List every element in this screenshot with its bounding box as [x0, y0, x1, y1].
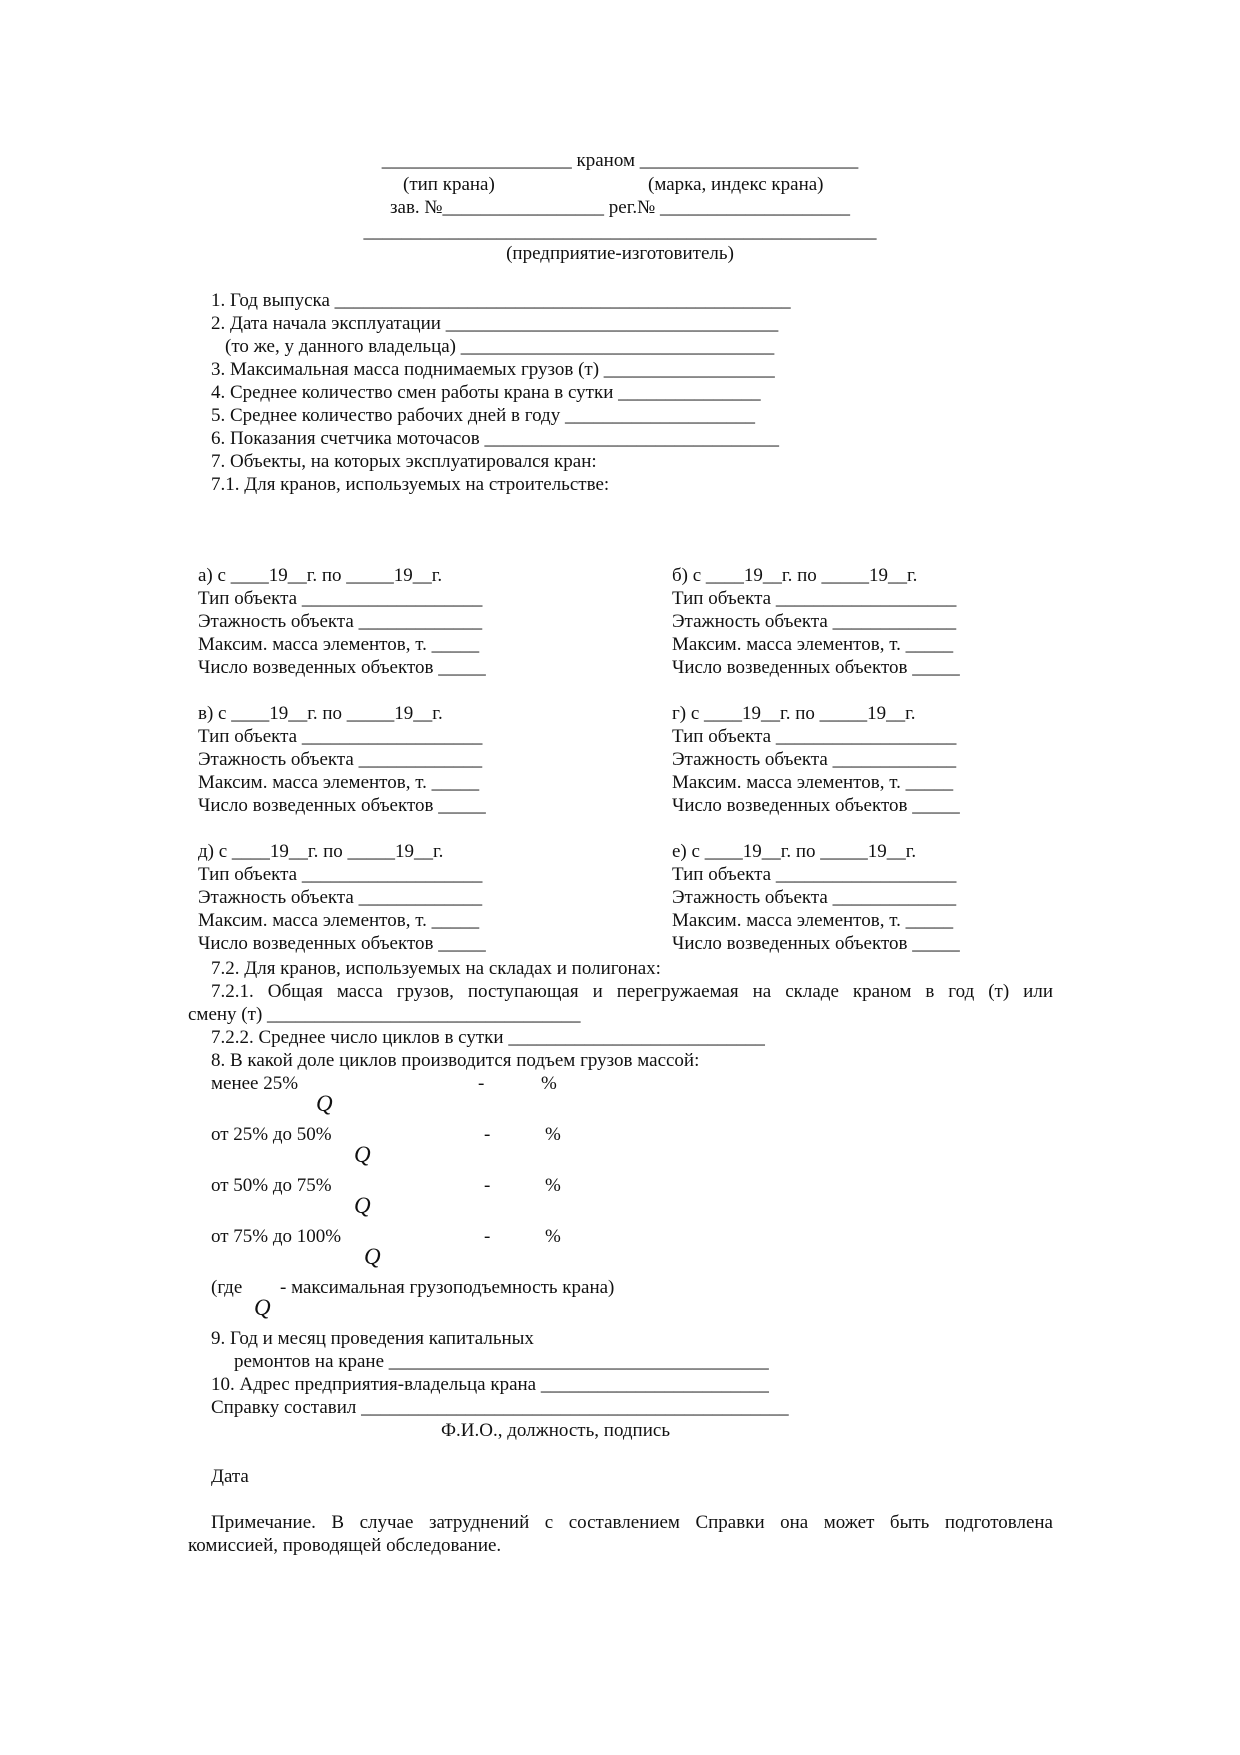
object-period: в) с ____19__г. по _____19__г.: [198, 703, 443, 724]
item-max-load: 3. Максимальная масса поднимаемых грузов (т) __________________: [211, 359, 775, 380]
item-shifts-per-day: 4. Среднее количество смен работы крана в сутки _______________: [211, 382, 761, 403]
object-floors: Этажность объекта _____________: [198, 749, 483, 770]
item-objects: 7. Объекты, на которых эксплуатировался кран:: [211, 451, 597, 472]
object-floors: Этажность объекта _____________: [672, 611, 957, 632]
date-label: Дата: [211, 1466, 249, 1487]
object-type: Тип объекта ___________________: [672, 588, 957, 609]
item-start-date: 2. Дата начала эксплуатации ___________________________________: [211, 313, 779, 334]
object-floors: Этажность объекта _____________: [198, 611, 483, 632]
item-construction: 7.1. Для кранов, используемых на строительстве:: [211, 474, 610, 495]
object-type: Тип объекта ___________________: [198, 726, 483, 747]
object-floors: Этажность объекта _____________: [198, 887, 483, 908]
note-cont: комиссией, проводящей обследование.: [188, 1535, 502, 1556]
crane-type-line: ____________________ краном _______________________: [381, 150, 859, 171]
object-count: Число возведенных объектов _____: [198, 933, 486, 954]
fraction-label: от 50% до 75%: [211, 1175, 332, 1196]
object-type: Тип объекта ___________________: [672, 726, 957, 747]
where-open: (где: [211, 1277, 243, 1298]
object-period: б) с ____19__г. по _____19__г.: [672, 565, 918, 586]
item-owner-address: 10. Адрес предприятия-владельца крана ________________________: [211, 1374, 769, 1395]
q-symbol: Q: [364, 1244, 381, 1269]
object-max-mass: Максим. масса элементов, т. _____: [672, 772, 954, 793]
q-symbol: Q: [354, 1193, 371, 1218]
q-symbol: Q: [316, 1091, 333, 1116]
warehouse-title: 7.2. Для кранов, используемых на складах и полигонах:: [211, 958, 661, 979]
fraction-label: менее 25%: [211, 1073, 299, 1094]
q-symbol: Q: [254, 1295, 271, 1320]
serial-reg-line: зав. №_________________ рег.№ ____________________: [390, 197, 850, 218]
warehouse-total-mass: 7.2.1. Общая масса грузов, поступающая и перегружаемая на складе краном в год (т) или: [211, 981, 1053, 1002]
object-type: Тип объекта ___________________: [198, 864, 483, 885]
object-max-mass: Максим. масса элементов, т. _____: [198, 634, 480, 655]
fraction-dash: -: [484, 1226, 491, 1247]
fraction-dash: -: [484, 1124, 491, 1145]
object-floors: Этажность объекта _____________: [672, 887, 957, 908]
fraction-dash: -: [484, 1175, 491, 1196]
object-type: Тип объекта ___________________: [672, 864, 957, 885]
object-count: Число возведенных объектов _____: [672, 933, 960, 954]
object-period: е) с ____19__г. по _____19__г.: [672, 841, 917, 862]
fraction-percent: %: [545, 1226, 561, 1247]
object-count: Число возведенных объектов _____: [672, 795, 960, 816]
fraction-percent: %: [545, 1175, 561, 1196]
fraction-percent: %: [541, 1073, 557, 1094]
manufacturer-line: ______________________________________________________: [363, 221, 877, 242]
item-motor-hours: 6. Показания счетчика моточасов _______________________________: [211, 428, 780, 449]
fraction-dash: -: [478, 1073, 485, 1094]
q-symbol: Q: [354, 1142, 371, 1167]
object-max-mass: Максим. масса элементов, т. _____: [198, 772, 480, 793]
object-period: г) с ____19__г. по _____19__г.: [672, 703, 916, 724]
object-period: а) с ____19__г. по _____19__г.: [198, 565, 443, 586]
object-max-mass: Максим. масса элементов, т. _____: [198, 910, 480, 931]
note: Примечание. В случае затруднений с составлением Справки она может быть подготовлена: [211, 1512, 1053, 1533]
compiled-by: Справку составил _____________________________________________: [211, 1397, 789, 1418]
warehouse-total-mass-cont: смену (т) _________________________________: [188, 1004, 581, 1025]
fraction-label: от 75% до 100%: [211, 1226, 342, 1247]
compiled-by-caption: Ф.И.О., должность, подпись: [441, 1420, 670, 1441]
where-text: - максимальная грузоподъемность крана): [280, 1277, 615, 1298]
object-block-d: [198, 794, 486, 978]
manufacturer-caption: (предприятие-изготовитель): [506, 243, 734, 264]
item-repairs-cont: ремонтов на кране ________________________________________: [234, 1351, 769, 1372]
object-type: Тип объекта ___________________: [198, 588, 483, 609]
crane-model-caption: (марка, индекс крана): [648, 174, 824, 195]
item-start-date-owner: (то же, у данного владельца) _________________________________: [225, 336, 775, 357]
item-year-of-manufacture: 1. Год выпуска ________________________________________________: [211, 290, 791, 311]
object-period: д) с ____19__г. по _____19__г.: [198, 841, 444, 862]
crane-type-caption: (тип крана): [403, 174, 495, 195]
object-count: Число возведенных объектов _____: [672, 657, 960, 678]
object-floors: Этажность объекта _____________: [672, 749, 957, 770]
fraction-label: от 25% до 50%: [211, 1124, 332, 1145]
object-max-mass: Максим. масса элементов, т. _____: [672, 910, 954, 931]
item-work-days: 5. Среднее количество рабочих дней в году ____________________: [211, 405, 755, 426]
object-block-e: [672, 794, 960, 978]
item-repairs: 9. Год и месяц проведения капитальных: [211, 1328, 534, 1349]
load-fraction-title: 8. В какой доле циклов производится подъем грузов массой:: [211, 1050, 700, 1071]
object-max-mass: Максим. масса элементов, т. _____: [672, 634, 954, 655]
warehouse-cycles: 7.2.2. Среднее число циклов в сутки ___________________________: [211, 1027, 765, 1048]
object-count: Число возведенных объектов _____: [198, 657, 486, 678]
object-count: Число возведенных объектов _____: [198, 795, 486, 816]
fraction-percent: %: [545, 1124, 561, 1145]
